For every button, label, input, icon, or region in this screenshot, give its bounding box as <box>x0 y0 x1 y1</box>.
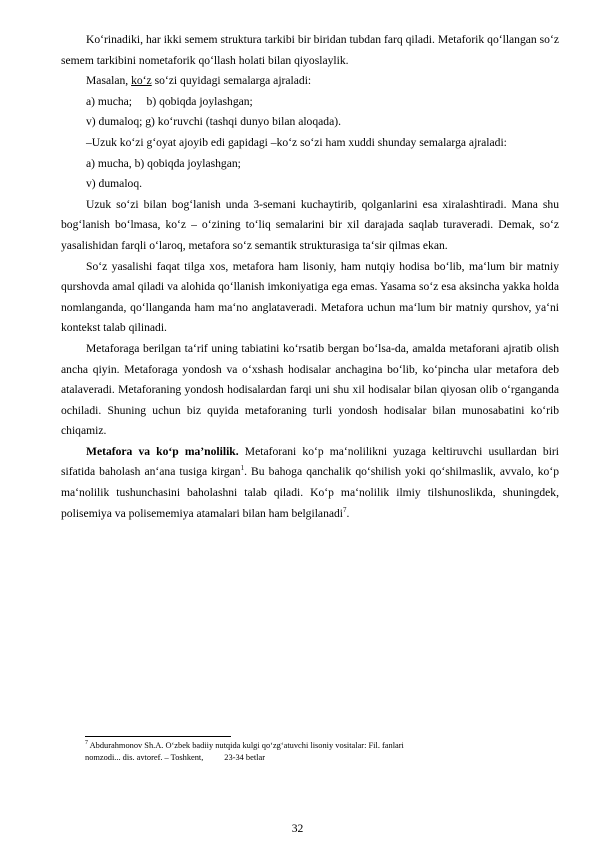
list-item-vg: v) dumaloq; g) ko‘ruvchi (tashqi dunyo bilan aloqada). <box>86 115 342 129</box>
paragraph-5: –Uzuk ko‘zi g‘oyat ajoyib edi gapidagi –ko‘z so‘zi ham xuddi shunday semalarga ajraladi: <box>86 135 507 149</box>
footnote-ref-1: 1 <box>240 464 245 473</box>
paragraph-2-end: so‘zi quyidagi semalarga ajraladi: <box>151 74 312 88</box>
section-heading: Metafora va ko‘p ma’nolilik. <box>86 444 239 458</box>
footnote-line-1 <box>85 740 555 752</box>
body-text <box>61 30 559 524</box>
paragraph-10: Metaforaga berilgan ta‘rif uning tabiatini ko‘rsatib bergan bo‘lsa-da, amalda metaforani ajratib olish ancha qiyin. Metaforaga yondosh va o‘xshash hodisalar anchagina bo‘lib, ko‘pincha ular metafora deb atalaveradi. Metaforaning yondosh hodisalardan farqi uni shu xil hodisalar bilan qiyosan olib o‘rganganda ochiladi. Shuning uchun biz quyida metaforaning turli yondosh hodisalar bilan munosabatini ko‘rib chiqamiz. <box>61 341 559 438</box>
paragraph-11-part-a: Metaforani ko‘p ma‘nolilikni yuzaga keltiruvchi usullardan biri sifatida baholash an‘ana tusiga kirgan <box>61 444 560 479</box>
page-number: 32 <box>291 822 304 835</box>
footnote <box>85 740 555 764</box>
paragraph-2-start: Masalan, <box>86 74 132 88</box>
paragraph-11-part-c: . <box>346 506 350 520</box>
underlined-word: ko‘z <box>131 74 152 88</box>
footnote-ref-7: 7 <box>343 505 347 514</box>
paragraph-9: So‘z yasalishi faqat tilga xos, metafora ham lisoniy, ham nutqiy hodisa bo‘lib, ma‘lum bir matniy qurshovda amal qiladi va alohida qo‘llanish imkoniyatiga ega emas. Yasama so‘z esa aksincha yakka holda nomlanganda, qo‘llanganda ham ma‘no anglataveradi. Metafora uchun ma‘lum bir matniy qurshov, ya‘ni kontekst talab qilinadi. <box>61 259 559 335</box>
paragraph-1: Ko‘rinadiki, har ikki semem struktura tarkibi bir biridan tubdan farq qiladi. Metaforik qo‘llangan so‘z semem tarkibini nometaforik qo‘llash holati bilan qiyoslaylik. <box>61 33 559 67</box>
list-item-ab: a) mucha; b) qobiqda joylashgan; <box>86 94 253 108</box>
paragraph-11 <box>61 442 559 524</box>
list-item-v: v) dumaloq. <box>86 177 143 191</box>
paragraph-11-part-b: . Bu bahoga qanchalik qo‘shilish yoki qo‘shilmaslik, avvalo, ko‘p ma‘nolilik tushunchasini baholashni talab qiladi. Ko‘p ma‘nolilik ilmiy tilshunoslikda, shuningdek, polisemiya va polisememiya atamalari bilan ham belgilanadi <box>61 465 559 520</box>
footnote-line-2: nomzodi... dis. avtoref. – Toshkent, 23-34 betlar <box>85 753 265 762</box>
footnote-text-1: Abdurahmonov Sh.A. O‘zbek badiiy nutqida kulgi qo‘zg‘atuvchi lisoniy vositalar: Fil. fanlari <box>88 741 404 750</box>
list-item-ab-2: a) mucha, b) qobiqda joylashgan; <box>86 156 241 170</box>
footnote-marker: 7 <box>85 740 88 747</box>
footnote-divider <box>85 736 231 737</box>
paragraph-2 <box>61 71 559 92</box>
paragraph-8: Uzuk so‘zi bilan bog‘lanish unda 3-semani kuchaytirib, qolganlarini esa xiralashtiradi. Mana shu bog‘lanish bo‘lmasa, ko‘z – o‘zining to‘liq semalarini bir xil darajada saqlab turaveradi. Demak, so‘z yasalishidan farqli o‘laroq, metafora so‘z semantik strukturasiga ta‘sir qilmas ekan. <box>61 197 559 252</box>
